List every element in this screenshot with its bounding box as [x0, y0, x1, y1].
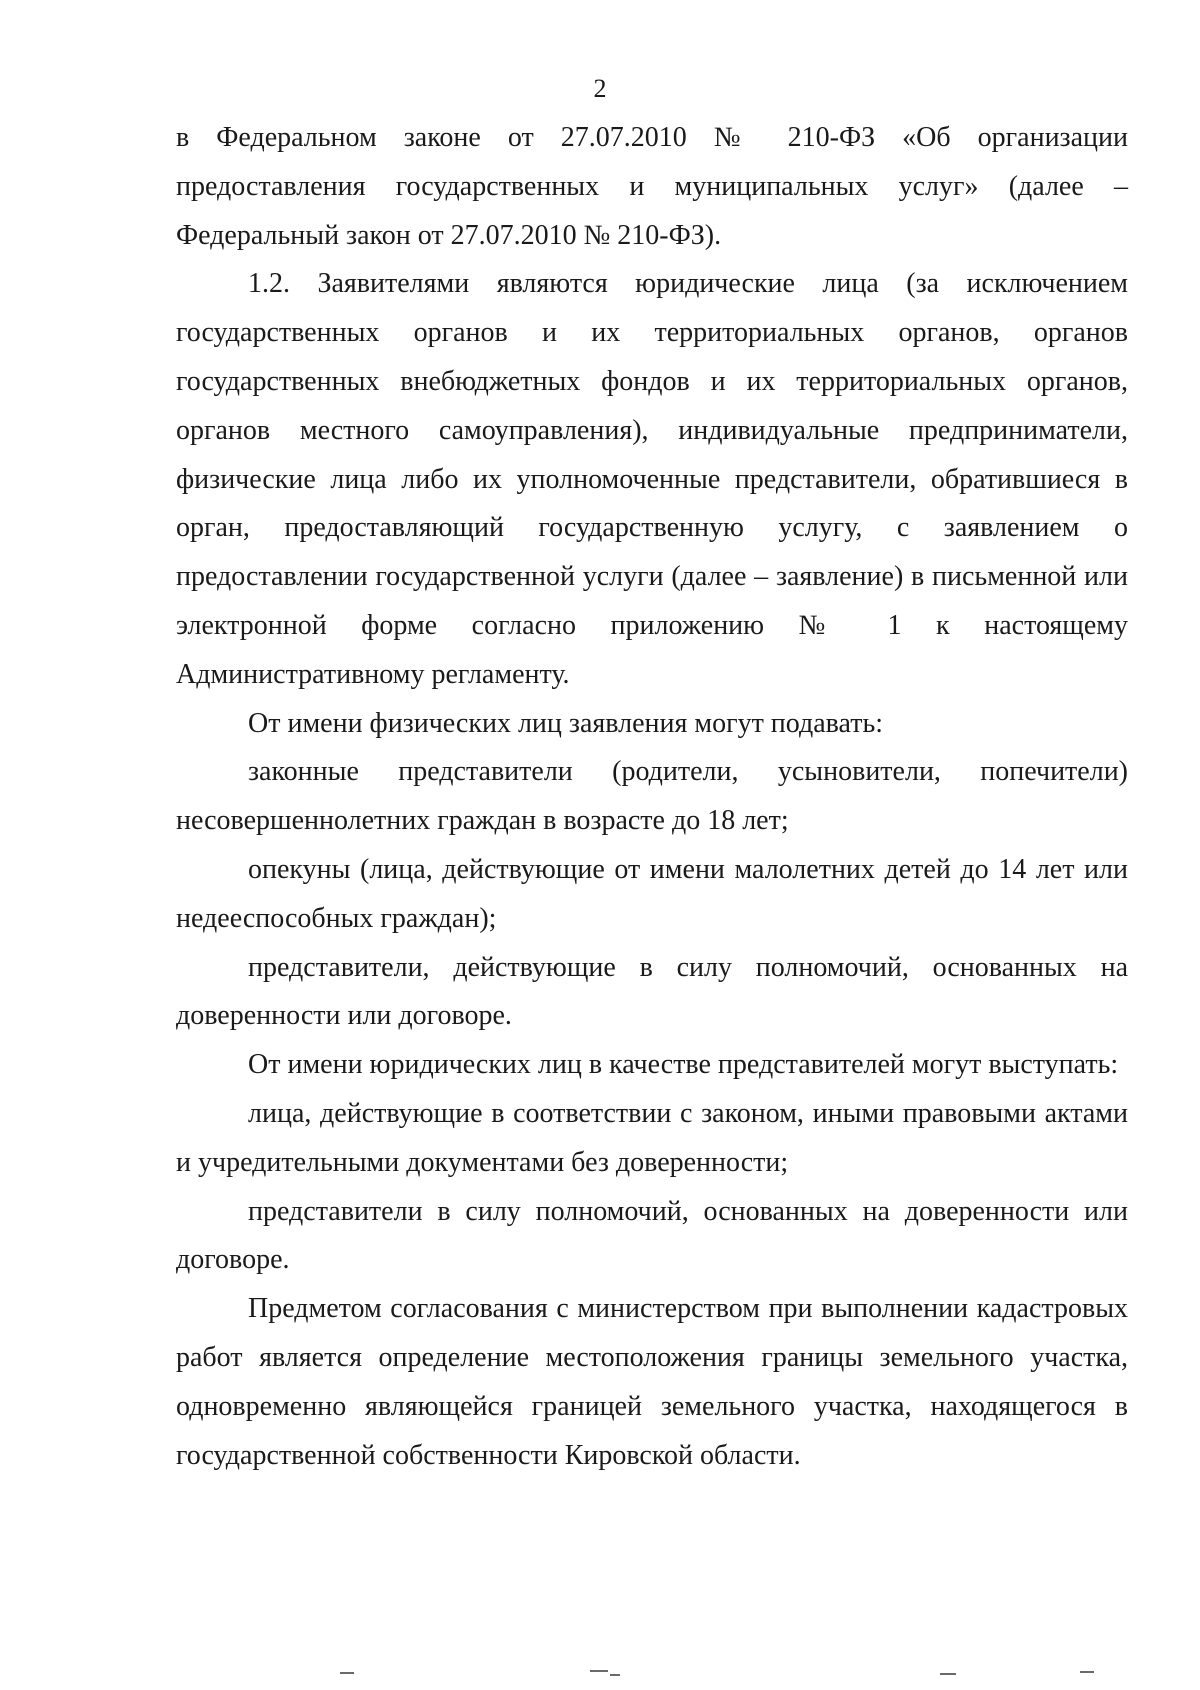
paragraph-individuals-intro: От имени физических лиц заявления могут подавать:: [248, 707, 883, 739]
page-number: 2: [593, 74, 607, 103]
paragraph-legal-entities-intro: От имени юридических лиц в качестве представителей могут выступать:: [248, 1049, 1119, 1081]
document-body: [176, 114, 1128, 1480]
paragraph-proxy-representatives: представители, действующие в силу полномочий, основанных на доверенности или договоре.: [176, 951, 1128, 1032]
scan-edge-artifacts: [0, 1668, 1200, 1690]
paragraph-approval-subject: Предметом согласования с министерством при выполнении кадастровых работ является определение местоположения границы земельного участка, одновременно являющейся границей земельного участка, находящегося в государственной собственности Кировской области.: [176, 1293, 1128, 1471]
paragraph-legal-representatives: законные представители (родители, усыновители, попечители) несовершеннолетних граждан в возрасте до 18 лет;: [176, 756, 1128, 837]
paragraph-persons-without-proxy: лица, действующие в соответствии с законом, иными правовыми актами и учредительными документами без доверенности;: [176, 1097, 1128, 1178]
paragraph-law-reference: в Федеральном законе от 27.07.2010 № 210-ФЗ «Об организации предоставления государственных и муниципальных услуг» (далее – Федеральный закон от 27.07.2010 № 210-ФЗ).: [176, 122, 1128, 251]
paragraph-guardians: опекуны (лица, действующие от имени малолетних детей до 14 лет или недееспособных граждан);: [176, 853, 1128, 934]
paragraph-applicants: 1.2. Заявителями являются юридические лица (за исключением государственных органов и их территориальных органов, органов государственных внебюджетных фондов и их территориальных органов, органов местного самоуправления), индивидуальные предприниматели, физические лица либо их уполномоченные представители, обратившиеся в орган, предоставляющий государственную услугу, с заявлением о предоставлении государственной услуги (далее – заявление) в письменной или электронной форме согласно приложению № 1 к настоящему Административному регламенту.: [176, 268, 1128, 690]
paragraph-representatives-by-proxy: представители в силу полномочий, основанных на доверенности или договоре.: [176, 1195, 1128, 1276]
